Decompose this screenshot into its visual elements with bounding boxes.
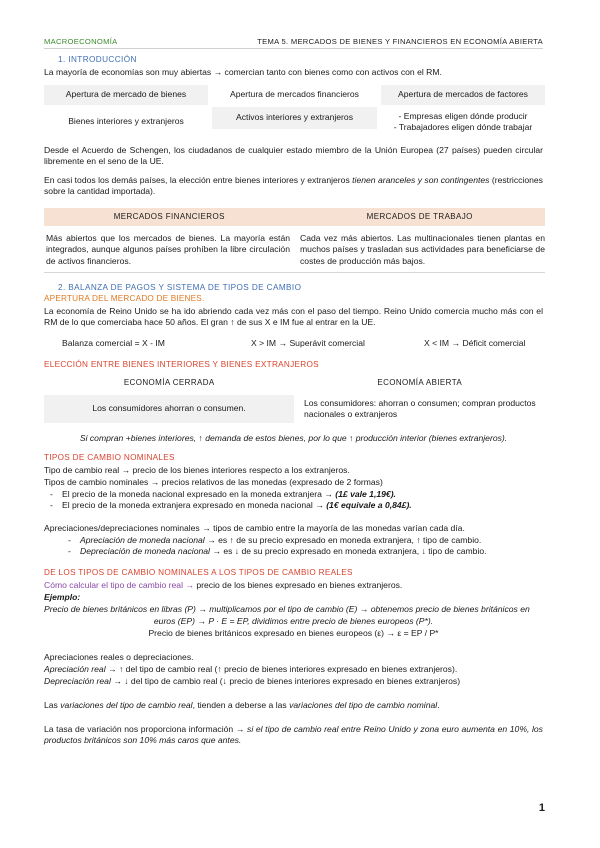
real-rate-definition: Tipo de cambio real → precio de los bienes interiores respecto a los extranjeros. — [44, 465, 350, 475]
nominal-form-item — [44, 489, 543, 500]
demand-note: Si compran +bienes interiores, ↑ demanda de estos bienes, por lo que ↑ producción interior (bienes extranjeros). — [79, 433, 508, 443]
real-depreciation-term: Depreciación real — [44, 676, 111, 686]
box-goods-market-title — [44, 85, 208, 105]
real-how-rest: precio de los bienes expresado en bienes extranjeros. — [196, 580, 403, 590]
page-header — [44, 37, 543, 47]
other-countries-text-a: En casi todos los demás países, la elección entre bienes interiores y extranjeros — [44, 175, 353, 185]
nominal-form-text: El precio de la moneda extranjera expresado en moneda nacional → — [62, 500, 327, 511]
markets-cell-financial: Más abiertos que los mercados de bienes. La mayoría están integrados, aunque algunos países prohíben la libre circulación de activos financieros. — [46, 233, 290, 266]
real-appreciation-rest: → ↑ del tipo de cambio real (↑ precio de bienes interiores expresado en bienes extranjeros). — [105, 664, 458, 674]
nominal-rate-definition: Tipos de cambio nominales → precios relativos de las monedas (expresado de 2 formas) — [44, 477, 383, 487]
variations-text-c: , tienden a deberse a las — [192, 700, 290, 710]
box-factor-market-body — [381, 107, 545, 137]
real-how-link-text: Cómo calcular el tipo de cambio real → — [44, 580, 197, 590]
economy-cell-closed-text: Los consumidores ahorran o consumen. — [92, 403, 246, 414]
appreciation-term: Depreciación de moneda nacional — [80, 546, 210, 557]
trade-balance-formula: Balanza comercial = X - IM — [62, 338, 165, 348]
uk-paragraph: La economía de Reino Unido se ha ido abriendo cada vez más con el paso del tiempo. Reino Unido comercia mucho más con el RM de lo que comerciaba hace 50 años. El gran ↑ de sus X e IM fue al entrar en la UE. — [44, 306, 543, 328]
markets-table-divider — [44, 272, 545, 273]
appreciation-term: Apreciación de moneda nacional — [80, 535, 205, 545]
rate-text-b: si el tipo de cambio real entre Reino Unido y zona euro aumenta en 10%, los productos británicos son 10% más caros que antes. — [44, 724, 543, 746]
header-divider — [44, 48, 543, 49]
economy-cell-closed — [44, 395, 294, 423]
other-countries-text-c: (restricciones sobre la cantidad importada). — [44, 175, 543, 197]
appreciation-rest: → es ↑ de su precio expresado en moneda extranjera, ↑ tipo de cambio. — [204, 535, 482, 545]
economy-header-open: ECONOMÍA ABIERTA — [377, 378, 463, 388]
subject-label: MACROECONOMÍA — [44, 37, 118, 46]
markets-table-header — [44, 208, 545, 226]
topic-label: TEMA 5. MERCADOS DE BIENES Y FINANCIEROS EN ECONOMÍA ABIERTA — [257, 37, 543, 46]
box-factor-body-line1: - Empresas eligen dónde producir — [398, 110, 528, 121]
nominal-form-text: El precio de la moneda nacional expresado en la moneda extranjera → — [62, 489, 336, 499]
schengen-paragraph: Desde el Acuerdo de Schengen, los ciudadanos de cualquier estado miembro de la Unión Europea (27 países) pueden circular libremente en el seno de la UE. — [44, 145, 543, 167]
economy-table-header — [44, 373, 545, 394]
example-label: Ejemplo: — [44, 592, 81, 602]
economy-cell-open: Los consumidores: ahorran o consumen; compran productos nacionales o extranjeros — [304, 398, 536, 420]
trade-deficit: X < IM → Déficit comercial — [424, 338, 526, 348]
rate-text-a: La tasa de variación nos proporciona información → — [44, 724, 248, 734]
real-appreciation-heading: Apreciaciones reales o depreciaciones. — [44, 652, 194, 662]
variations-text-e: . — [437, 700, 440, 710]
box-goods-market-body — [44, 107, 208, 137]
appreciation-item — [62, 535, 543, 546]
markets-header-labour: MERCADOS DE TRABAJO — [366, 211, 473, 221]
appreciation-rest: → es ↓ de su precio expresado en moneda extranjera, ↓ tipo de cambio. — [209, 546, 487, 557]
box-financial-market-body — [212, 107, 377, 129]
real-depreciation-item — [44, 676, 543, 687]
other-countries-text-b: tienen aranceles y son contingentes — [352, 175, 490, 185]
box-financial-market-title-text: Apertura de mercados financieros — [230, 89, 359, 100]
economy-header-closed: ECONOMÍA CERRADA — [123, 378, 215, 388]
markets-header-financial: MERCADOS FINANCIEROS — [113, 211, 225, 221]
real-heading: DE LOS TIPOS DE CAMBIO NOMINALES A LOS TIPOS DE CAMBIO REALES — [44, 568, 353, 577]
variations-text-b: variaciones del tipo de cambio real — [60, 700, 193, 710]
box-financial-market-body-text: Activos interiores y extranjeros — [235, 112, 353, 123]
variations-text-d: variaciones del tipo de cambio nominal — [289, 700, 438, 710]
example-line1: Precio de bienes británicos en libras (P) → multiplicamos por el tipo de cambio (E) → obtenemos precio de bienes británicos en — [44, 604, 530, 614]
choice-heading: ELECCIÓN ENTRE BIENES INTERIORES Y BIENES EXTRANJEROS — [44, 360, 319, 369]
section1-heading: 1. INTRODUCCIÓN — [58, 55, 137, 64]
variations-paragraph — [44, 700, 543, 711]
box-factor-body-line2: - Trabajadores eligen dónde trabajar — [393, 122, 533, 132]
appreciation-intro: Apreciaciones/depreciaciones nominales → tipos de cambio entre la mayoría de las monedas varían cada día. — [44, 523, 465, 533]
rate-paragraph — [44, 724, 543, 747]
section2-heading: 2. BALANZA DE PAGOS Y SISTEMA DE TIPOS DE CAMBIO — [58, 283, 302, 292]
other-countries-paragraph — [44, 175, 543, 198]
box-goods-market-title-text: Apertura de mercado de bienes — [65, 89, 187, 100]
real-depreciation-rest: → ↓ del tipo de cambio real (↓ precio de bienes interiores expresado en bienes extranjeros) — [110, 676, 461, 686]
variations-text-a: Las — [44, 700, 61, 710]
nominal-forms-list — [44, 489, 543, 512]
trade-surplus: X > IM → Superávit comercial — [251, 338, 365, 348]
nominal-form-example: (1£ vale 1,19€). — [335, 489, 396, 499]
box-factor-market-title — [381, 85, 545, 105]
markets-cell-labour: Cada vez más abiertos. Las multinacionales tienen plantas en muchos países y trasladan sus actividades para beneficiarse de costes de producción más bajos. — [300, 233, 545, 266]
intro-paragraph: La mayoría de economías son muy abiertas → comercian tanto con bienes como con activos con el RM. — [44, 67, 442, 77]
real-how-line — [44, 580, 543, 591]
nominal-form-item — [44, 500, 543, 511]
box-factor-market-title-text: Apertura de mercados de factores — [398, 89, 528, 100]
appreciation-list — [62, 535, 543, 558]
real-appreciation-term: Apreciación real — [44, 664, 106, 674]
appreciation-item — [62, 546, 543, 557]
goods-market-subheading: APERTURA DEL MERCADO DE BIENES. — [44, 294, 205, 303]
real-appreciation-item — [44, 664, 543, 675]
box-financial-market-title — [212, 85, 377, 105]
nominal-form-example: (1€ equivale a 0,84£). — [326, 500, 412, 511]
example-line2: euros (EP) → P · E = EP, dividimos entre precio de bienes europeos (P*). — [153, 616, 434, 626]
nominal-heading: TIPOS DE CAMBIO NOMINALES — [44, 453, 175, 462]
page-number: 1 — [538, 802, 545, 815]
example-line3: Precio de bienes británicos expresado en bienes europeos (ε) → ε = EP / P* — [148, 628, 439, 638]
box-goods-market-body-text: Bienes interiores y extranjeros — [68, 116, 184, 127]
